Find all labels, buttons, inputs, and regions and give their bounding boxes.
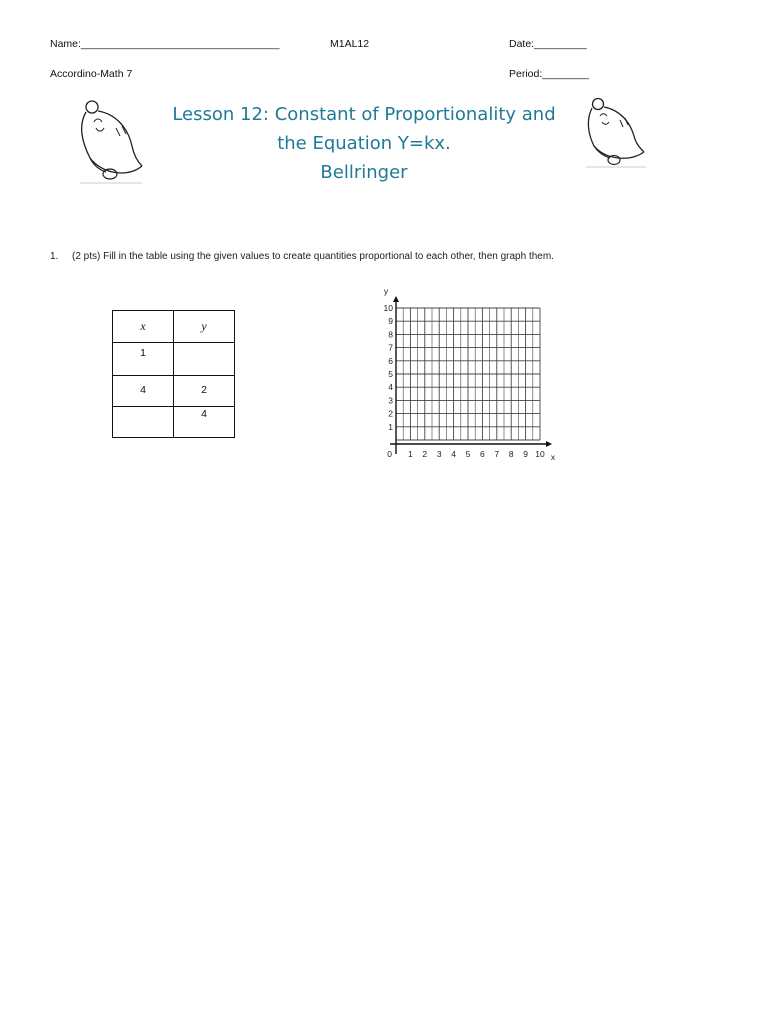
- table-cell[interactable]: [174, 343, 235, 376]
- table-cell[interactable]: 2: [174, 376, 235, 407]
- x-axis-arrow-icon: [546, 441, 552, 447]
- lesson-title: [150, 100, 578, 187]
- y-axis-arrow-icon: [393, 296, 399, 302]
- title-line-1: Lesson 12: Constant of Proportionality and: [172, 104, 556, 125]
- origin-label: 0: [387, 449, 392, 459]
- x-tick-label: 6: [480, 449, 485, 459]
- bell-icon-left: [76, 98, 144, 184]
- table-row: [113, 407, 235, 438]
- x-tick-label: 5: [465, 449, 471, 459]
- x-tick-label: 3: [436, 449, 442, 459]
- title-line-2: the Equation Y=kx.: [277, 133, 451, 154]
- coordinate-grid: [372, 286, 572, 472]
- x-tick-label: 10: [535, 449, 545, 459]
- y-tick-label: 1: [388, 421, 393, 432]
- title-line-3: Bellringer: [320, 162, 408, 183]
- y-tick-label: 4: [388, 382, 393, 393]
- teacher-class: Accordino-Math 7: [50, 68, 133, 80]
- y-tick-label: 5: [388, 369, 393, 379]
- y-tick-label: 7: [388, 342, 393, 353]
- x-tick-label: 8: [508, 449, 514, 459]
- x-tick-label: 9: [523, 449, 528, 459]
- table-header-y: y: [174, 311, 235, 343]
- x-tick-label: 4: [451, 449, 456, 459]
- question-number: 1.: [50, 251, 59, 262]
- name-field-label: Name:__________________________________: [50, 38, 280, 50]
- y-tick-label: 3: [388, 395, 393, 406]
- table-cell[interactable]: 4: [113, 376, 174, 407]
- y-tick-label: 2: [388, 408, 393, 419]
- y-tick-label: 9: [388, 316, 393, 327]
- xy-table: [112, 310, 235, 438]
- table-row: [113, 343, 235, 376]
- lesson-code: M1AL12: [330, 38, 370, 50]
- x-tick-label: 2: [422, 449, 428, 459]
- date-field-label: Date:_________: [509, 38, 587, 50]
- period-field-label: Period:________: [509, 68, 589, 80]
- x-tick-label: 7: [494, 449, 500, 459]
- y-tick-label: 10: [383, 303, 393, 313]
- question-text: (2 pts) Fill in the table using the given values to create quantities proportional to each other, then graph them.: [72, 251, 554, 262]
- y-tick-label: 6: [388, 355, 393, 366]
- bell-icon-right: [580, 96, 648, 168]
- table-row: [113, 376, 235, 407]
- question-1: [50, 251, 554, 262]
- y-tick-label: 8: [388, 329, 393, 340]
- x-tick-label: 1: [408, 449, 413, 459]
- table-cell[interactable]: 4: [174, 407, 235, 438]
- x-axis-label: x: [550, 452, 556, 462]
- table-cell[interactable]: 1: [113, 343, 174, 376]
- y-axis-label: y: [383, 286, 389, 296]
- table-header-x: x: [113, 311, 174, 343]
- table-cell[interactable]: [113, 407, 174, 438]
